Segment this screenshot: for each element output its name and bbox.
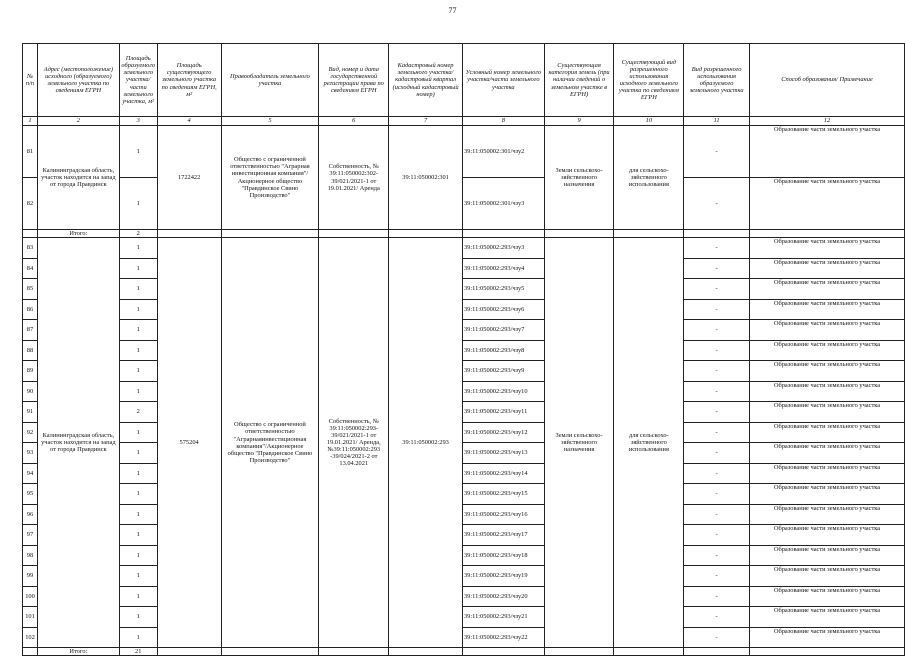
row-number-cell: 89 bbox=[23, 361, 38, 382]
row-number-cell: 85 bbox=[23, 279, 38, 300]
existing-area-cell: 575204 bbox=[157, 238, 221, 648]
header-cell: Существующая категория земель (при наличии сведений о земельном участке в ЕГРН) bbox=[544, 44, 614, 117]
permitted-use-cell: - bbox=[684, 361, 750, 382]
header-cell: Кадастровый номер земельного участка/ кадастровый квартал (исходный кадастровый номер) bbox=[389, 44, 463, 117]
row-number-cell: 87 bbox=[23, 320, 38, 341]
formation-method-cell: Образование части земельного участка bbox=[750, 126, 905, 178]
conditional-number-cell: 39:11:050002:293/чзу7 bbox=[462, 320, 544, 341]
column-number: 10 bbox=[614, 117, 684, 126]
header-cell: Вид разрешенного использования образуемого земельного участка bbox=[684, 44, 750, 117]
area-cell: 1 bbox=[119, 126, 157, 178]
total-empty-cell bbox=[750, 230, 905, 238]
table-row bbox=[23, 627, 905, 648]
column-number: 5 bbox=[221, 117, 319, 126]
table-row bbox=[23, 299, 905, 320]
table-row bbox=[23, 340, 905, 361]
table-row bbox=[23, 463, 905, 484]
formation-method-cell: Образование части земельного участка bbox=[750, 299, 905, 320]
permitted-use-cell: - bbox=[684, 279, 750, 300]
total-label: Итого: bbox=[37, 648, 119, 656]
total-empty-cell bbox=[319, 648, 389, 656]
conditional-number-cell: 39:11:050002:293/чзу4 bbox=[462, 258, 544, 279]
column-number: 11 bbox=[684, 117, 750, 126]
land-category-cell: Земли сельскохо-зяйственного назначения bbox=[544, 126, 614, 230]
permitted-use-cell: - bbox=[684, 320, 750, 341]
existing-use-cell: для сельскохо-зяйственного использования bbox=[614, 126, 684, 230]
formation-method-cell: Образование части земельного участка bbox=[750, 566, 905, 587]
table-row bbox=[23, 126, 905, 178]
conditional-number-cell: 39:11:050002:293/чзу19 bbox=[462, 566, 544, 587]
permitted-use-cell: - bbox=[684, 484, 750, 505]
column-number: 6 bbox=[319, 117, 389, 126]
total-empty-cell bbox=[462, 648, 544, 656]
permitted-use-cell: - bbox=[684, 443, 750, 464]
area-cell: 1 bbox=[119, 463, 157, 484]
formation-method-cell: Образование части земельного участка bbox=[750, 463, 905, 484]
permitted-use-cell: - bbox=[684, 238, 750, 259]
header-cell: Вид, номер и дата государственной регистрации права по сведениям ЕГРН bbox=[319, 44, 389, 117]
row-number-cell: 84 bbox=[23, 258, 38, 279]
total-value: 21 bbox=[119, 648, 157, 656]
total-empty-cell bbox=[157, 648, 221, 656]
header-cell: Условный номер земельного участка/части земельного участка bbox=[462, 44, 544, 117]
row-number-cell: 86 bbox=[23, 299, 38, 320]
formation-method-cell: Образование части земельного участка bbox=[750, 443, 905, 464]
column-number: 2 bbox=[37, 117, 119, 126]
table-row bbox=[23, 586, 905, 607]
area-cell: 1 bbox=[119, 443, 157, 464]
area-cell: 1 bbox=[119, 586, 157, 607]
area-cell: 1 bbox=[119, 238, 157, 259]
conditional-number-cell: 39:11:050002:293/чзу6 bbox=[462, 299, 544, 320]
conditional-number-cell: 39:11:050002:293/чзу3 bbox=[462, 238, 544, 259]
table-row bbox=[23, 402, 905, 423]
permitted-use-cell: - bbox=[684, 402, 750, 423]
total-empty-cell bbox=[614, 648, 684, 656]
formation-method-cell: Образование части земельного участка bbox=[750, 504, 905, 525]
row-number-cell: 97 bbox=[23, 525, 38, 546]
area-cell: 2 bbox=[119, 402, 157, 423]
column-number: 8 bbox=[462, 117, 544, 126]
total-empty-cell bbox=[544, 230, 614, 238]
table-row bbox=[23, 361, 905, 382]
total-row bbox=[23, 648, 905, 656]
formation-method-cell: Образование части земельного участка bbox=[750, 279, 905, 300]
row-number-cell: 90 bbox=[23, 381, 38, 402]
total-empty-cell bbox=[614, 230, 684, 238]
row-number-cell: 99 bbox=[23, 566, 38, 587]
total-empty-cell bbox=[221, 230, 319, 238]
permitted-use-cell: - bbox=[684, 627, 750, 648]
area-cell: 1 bbox=[119, 484, 157, 505]
existing-use-cell: для сельскохо-зяйственного использования bbox=[614, 238, 684, 648]
header-cell: Площадь существующего земельного участка по сведениям ЕГРН, м² bbox=[157, 44, 221, 117]
total-empty-cell bbox=[544, 648, 614, 656]
formation-method-cell: Образование части земельного участка bbox=[750, 607, 905, 628]
formation-method-cell: Образование части земельного участка bbox=[750, 545, 905, 566]
area-cell: 1 bbox=[119, 381, 157, 402]
land-category-cell: Земли сельскохо-зяйственного назначения bbox=[544, 238, 614, 648]
permitted-use-cell: - bbox=[684, 340, 750, 361]
address-cell: Калининградская область, участок находится на запад от города Правдинск bbox=[37, 238, 119, 648]
table-row bbox=[23, 178, 905, 230]
column-number: 12 bbox=[750, 117, 905, 126]
formation-method-cell: Образование части земельного участка bbox=[750, 320, 905, 341]
permitted-use-cell: - bbox=[684, 299, 750, 320]
formation-method-cell: Образование части земельного участка bbox=[750, 422, 905, 443]
conditional-number-cell: 39:11:050002:293/чзу8 bbox=[462, 340, 544, 361]
conditional-number-cell: 39:11:050002:293/чзу16 bbox=[462, 504, 544, 525]
existing-area-cell: 1722422 bbox=[157, 126, 221, 230]
area-cell: 1 bbox=[119, 422, 157, 443]
total-empty-cell bbox=[157, 230, 221, 238]
formation-method-cell: Образование части земельного участка bbox=[750, 340, 905, 361]
row-number-cell: 88 bbox=[23, 340, 38, 361]
conditional-number-cell: 39:11:050002:293/чзу21 bbox=[462, 607, 544, 628]
total-empty-cell bbox=[23, 648, 38, 656]
column-number-row bbox=[23, 117, 905, 126]
formation-method-cell: Образование части земельного участка bbox=[750, 361, 905, 382]
permitted-use-cell: - bbox=[684, 607, 750, 628]
total-empty-cell bbox=[462, 230, 544, 238]
permitted-use-cell: - bbox=[684, 504, 750, 525]
conditional-number-cell: 39:11:050002:293/чзу22 bbox=[462, 627, 544, 648]
area-cell: 1 bbox=[119, 258, 157, 279]
row-number-cell: 83 bbox=[23, 238, 38, 259]
total-empty-cell bbox=[319, 230, 389, 238]
total-empty-cell bbox=[23, 230, 38, 238]
header-cell: Способ образования/ Примечание bbox=[750, 44, 905, 117]
row-number-cell: 95 bbox=[23, 484, 38, 505]
table-row bbox=[23, 607, 905, 628]
formation-method-cell: Образование части земельного участка bbox=[750, 627, 905, 648]
table-row bbox=[23, 484, 905, 505]
table-row bbox=[23, 320, 905, 341]
formation-method-cell: Образование части земельного участка bbox=[750, 525, 905, 546]
header-cell: Адрес (местоположение) исходного (образуемого) земельного участка по сведениям ЕГРН bbox=[37, 44, 119, 117]
row-number-cell: 92 bbox=[23, 422, 38, 443]
column-number: 3 bbox=[119, 117, 157, 126]
total-empty-cell bbox=[684, 648, 750, 656]
conditional-number-cell: 39:11:050002:293/чзу9 bbox=[462, 361, 544, 382]
permitted-use-cell: - bbox=[684, 545, 750, 566]
row-number-cell: 82 bbox=[23, 178, 38, 230]
column-number: 7 bbox=[389, 117, 463, 126]
area-cell: 1 bbox=[119, 320, 157, 341]
row-number-cell: 100 bbox=[23, 586, 38, 607]
area-cell: 1 bbox=[119, 299, 157, 320]
conditional-number-cell: 39:11:050002:293/чзу12 bbox=[462, 422, 544, 443]
area-cell: 1 bbox=[119, 340, 157, 361]
permitted-use-cell: - bbox=[684, 586, 750, 607]
header-cell: Правообладатель земельного участка bbox=[221, 44, 319, 117]
permitted-use-cell: - bbox=[684, 525, 750, 546]
area-cell: 1 bbox=[119, 504, 157, 525]
total-empty-cell bbox=[221, 648, 319, 656]
table-row bbox=[23, 545, 905, 566]
conditional-number-cell: 39:11:050002:301/чзу3 bbox=[462, 178, 544, 230]
address-cell: Калининградская область, участок находится на запад от города Правдинск bbox=[37, 126, 119, 230]
header-row bbox=[23, 44, 905, 117]
total-empty-cell bbox=[389, 648, 463, 656]
formation-method-cell: Образование части земельного участка bbox=[750, 238, 905, 259]
permitted-use-cell: - bbox=[684, 381, 750, 402]
formation-method-cell: Образование части земельного участка bbox=[750, 381, 905, 402]
table-row bbox=[23, 279, 905, 300]
land-plots-table bbox=[22, 43, 905, 656]
table-row bbox=[23, 525, 905, 546]
row-number-cell: 96 bbox=[23, 504, 38, 525]
owner-cell: Общество с ограниченной ответственностью "Аграрная инвестиционная компания"/ Акционерное общество "Правдинское Свино Производство" bbox=[221, 126, 319, 230]
total-label: Итого: bbox=[37, 230, 119, 238]
registration-cell: Собственность, № 39:11:050002:302-39/021/2021-1 от 19.01.2021/ Аренда bbox=[319, 126, 389, 230]
row-number-cell: 101 bbox=[23, 607, 38, 628]
row-number-cell: 81 bbox=[23, 126, 38, 178]
area-cell: 1 bbox=[119, 361, 157, 382]
table-row bbox=[23, 258, 905, 279]
conditional-number-cell: 39:11:050002:293/чзу18 bbox=[462, 545, 544, 566]
table-row bbox=[23, 504, 905, 525]
total-value: 2 bbox=[119, 230, 157, 238]
formation-method-cell: Образование части земельного участка bbox=[750, 178, 905, 230]
formation-method-cell: Образование части земельного участка bbox=[750, 484, 905, 505]
permitted-use-cell: - bbox=[684, 126, 750, 178]
conditional-number-cell: 39:11:050002:293/чзу11 bbox=[462, 402, 544, 423]
column-number: 9 bbox=[544, 117, 614, 126]
row-number-cell: 102 bbox=[23, 627, 38, 648]
column-number: 4 bbox=[157, 117, 221, 126]
owner-cell: Общество с ограниченной ответственностью "Аграрнаяинвестиционная компания"/Акционерное общество "Правдинское Свино Производство" bbox=[221, 238, 319, 648]
row-number-cell: 93 bbox=[23, 443, 38, 464]
area-cell: 1 bbox=[119, 607, 157, 628]
conditional-number-cell: 39:11:050002:293/чзу13 bbox=[462, 443, 544, 464]
header-cell: Существующий вид разрешенного использования исходного земельного участка по сведениям ЕГРН bbox=[614, 44, 684, 117]
row-number-cell: 94 bbox=[23, 463, 38, 484]
page-number: 77 bbox=[448, 6, 457, 15]
total-empty-cell bbox=[389, 230, 463, 238]
conditional-number-cell: 39:11:050002:293/чзу15 bbox=[462, 484, 544, 505]
table-row bbox=[23, 422, 905, 443]
table-row bbox=[23, 238, 905, 259]
formation-method-cell: Образование части земельного участка bbox=[750, 402, 905, 423]
conditional-number-cell: 39:11:050002:301/чзу2 bbox=[462, 126, 544, 178]
registration-cell: Собственность, № 39:11:050002:293-39/021/2021-1 от 19.01.2021/ Аренда, №39:11:050002:293 -39/024/2021-2 от 13.04.2021 bbox=[319, 238, 389, 648]
total-empty-cell bbox=[684, 230, 750, 238]
area-cell: 1 bbox=[119, 627, 157, 648]
total-empty-cell bbox=[750, 648, 905, 656]
total-row bbox=[23, 230, 905, 238]
table-row bbox=[23, 381, 905, 402]
conditional-number-cell: 39:11:050002:293/чзу5 bbox=[462, 279, 544, 300]
conditional-number-cell: 39:11:050002:293/чзу14 bbox=[462, 463, 544, 484]
formation-method-cell: Образование части земельного участка bbox=[750, 586, 905, 607]
area-cell: 1 bbox=[119, 566, 157, 587]
permitted-use-cell: - bbox=[684, 463, 750, 484]
table-row bbox=[23, 566, 905, 587]
header-cell: № п/п bbox=[23, 44, 38, 117]
cadastral-number-cell: 39:11:050002:293 bbox=[389, 238, 463, 648]
conditional-number-cell: 39:11:050002:293/чзу10 bbox=[462, 381, 544, 402]
formation-method-cell: Образование части земельного участка bbox=[750, 258, 905, 279]
row-number-cell: 98 bbox=[23, 545, 38, 566]
area-cell: 1 bbox=[119, 545, 157, 566]
conditional-number-cell: 39:11:050002:293/чзу20 bbox=[462, 586, 544, 607]
permitted-use-cell: - bbox=[684, 422, 750, 443]
permitted-use-cell: - bbox=[684, 178, 750, 230]
permitted-use-cell: - bbox=[684, 258, 750, 279]
permitted-use-cell: - bbox=[684, 566, 750, 587]
area-cell: 1 bbox=[119, 178, 157, 230]
header-cell: Площадь образуемого земельного участка/ части земельного участка, м² bbox=[119, 44, 157, 117]
area-cell: 1 bbox=[119, 279, 157, 300]
cadastral-number-cell: 39:11:050002:301 bbox=[389, 126, 463, 230]
column-number: 1 bbox=[23, 117, 38, 126]
area-cell: 1 bbox=[119, 525, 157, 546]
conditional-number-cell: 39:11:050002:293/чзу17 bbox=[462, 525, 544, 546]
row-number-cell: 91 bbox=[23, 402, 38, 423]
table-row bbox=[23, 443, 905, 464]
